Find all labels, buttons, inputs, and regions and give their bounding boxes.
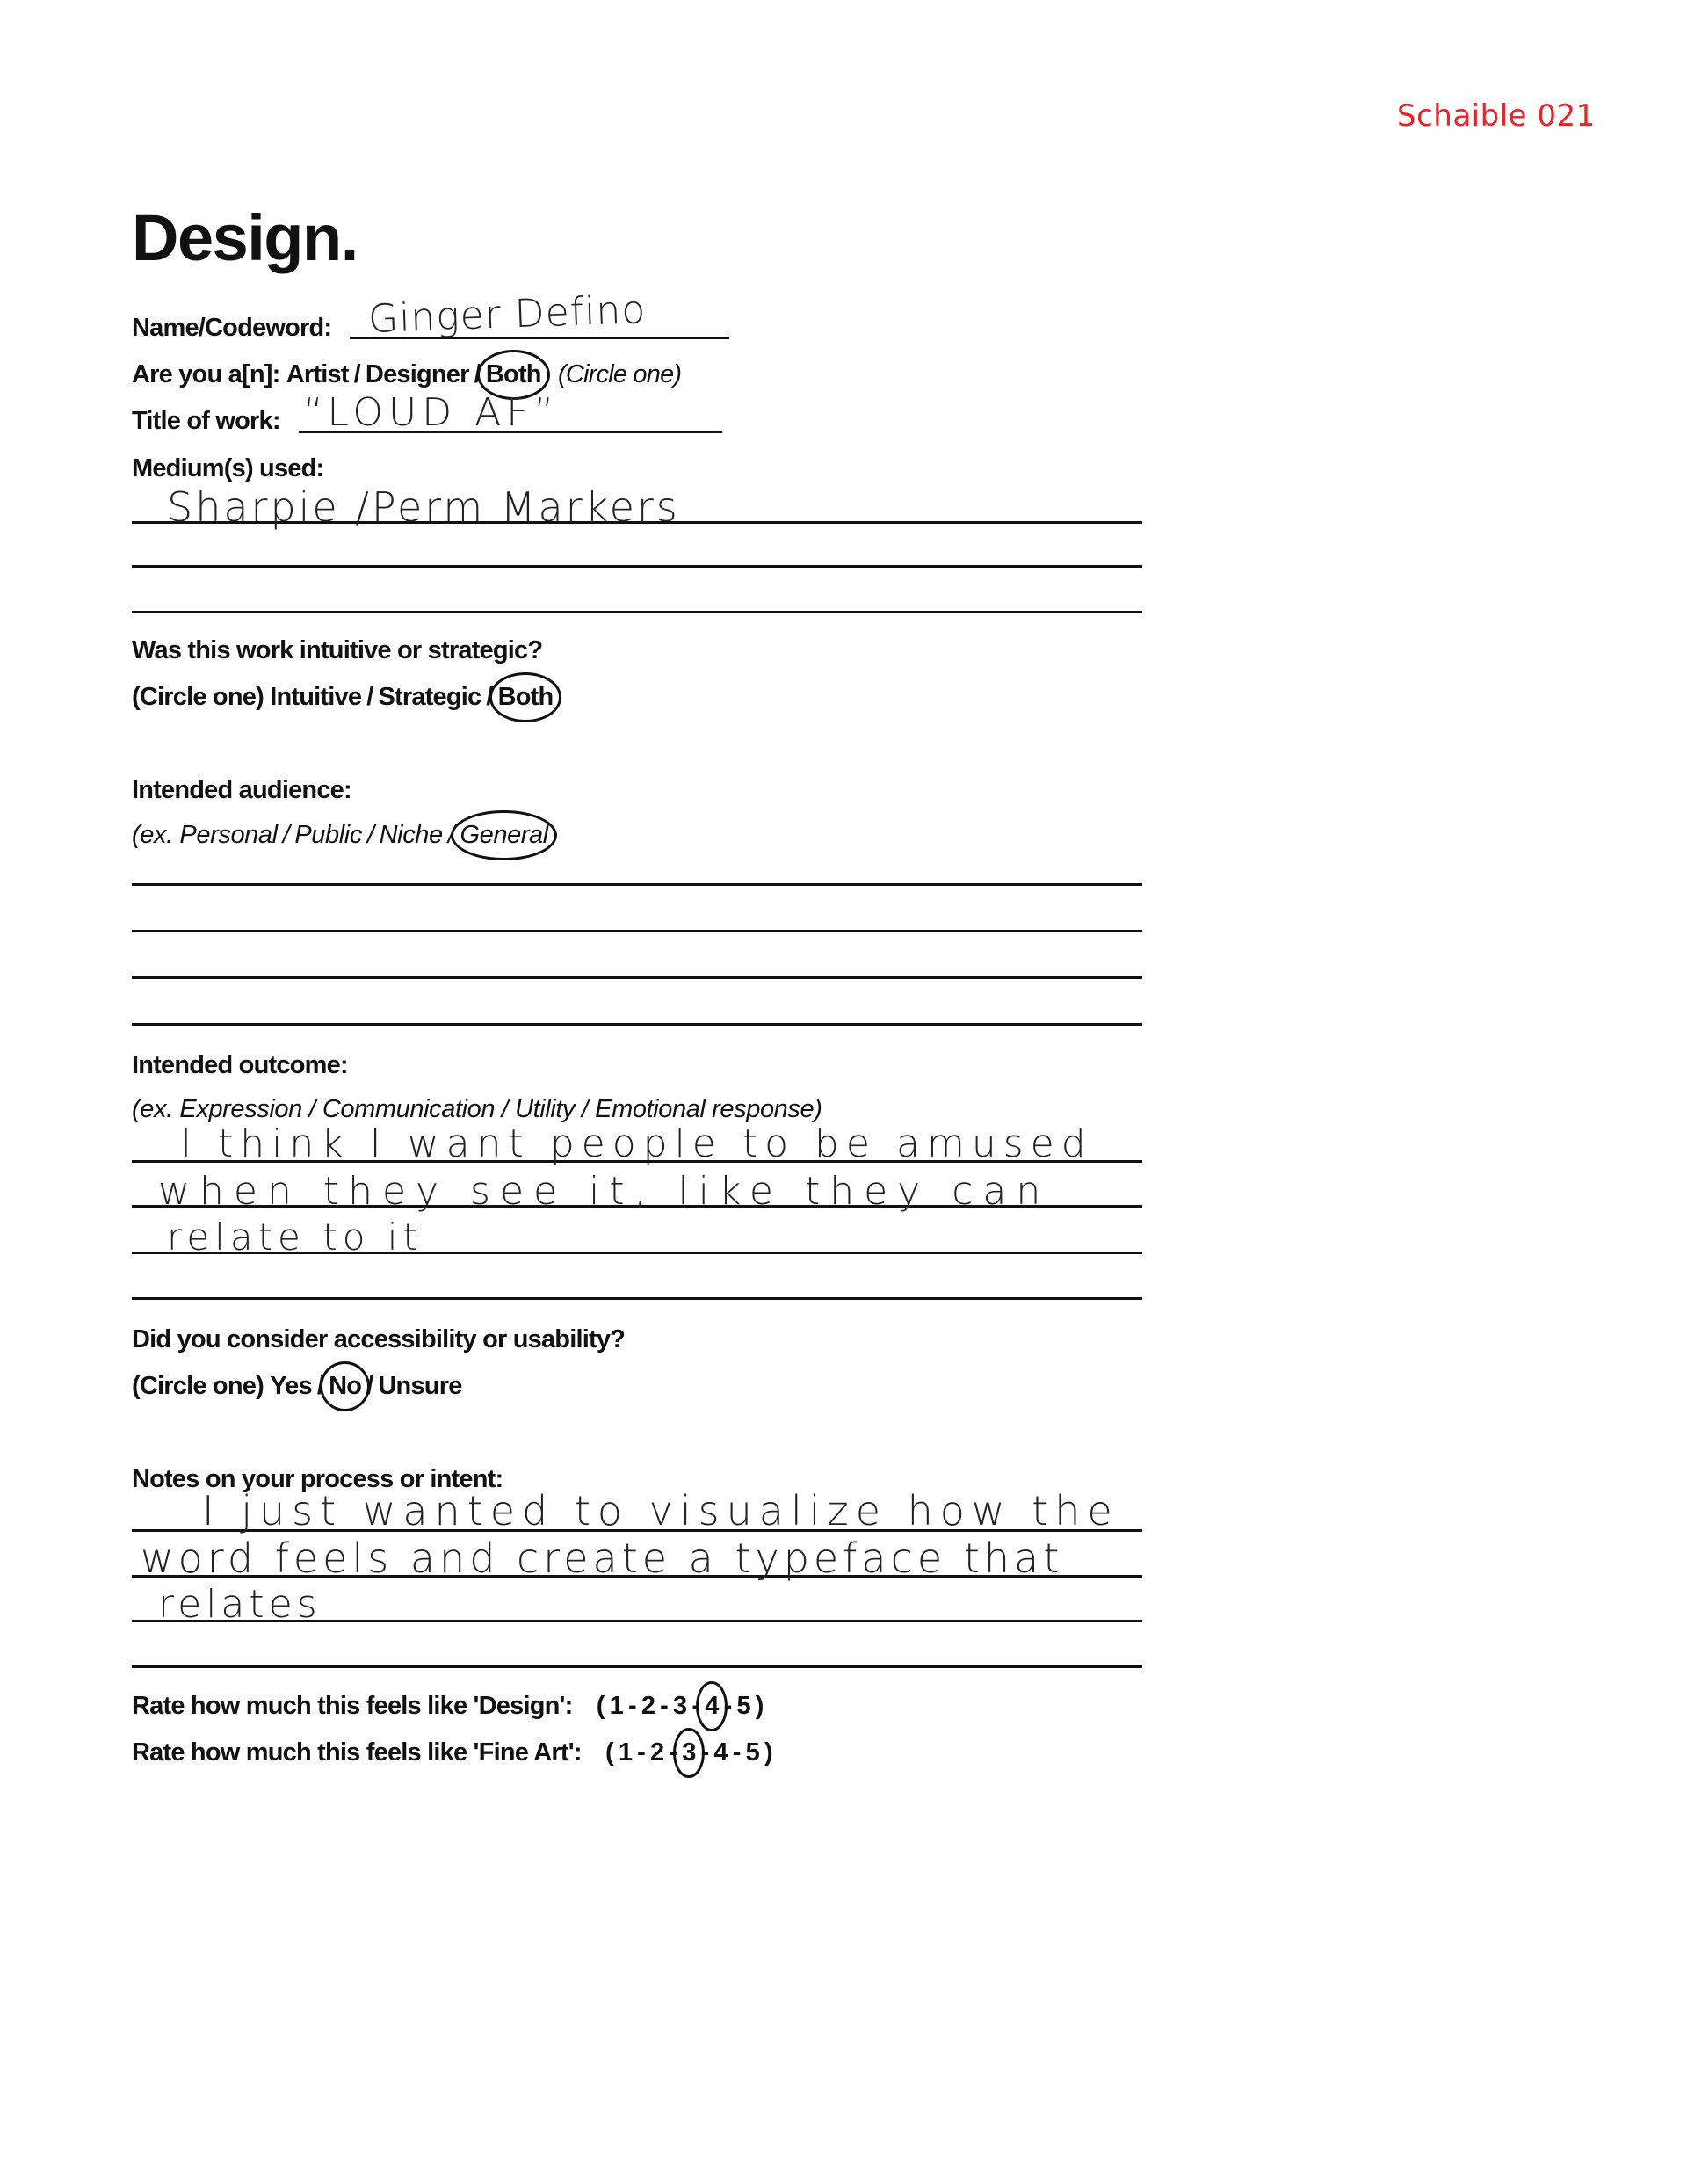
outcome-line-4 xyxy=(132,1297,1142,1300)
audience-option-public[interactable]: Public xyxy=(294,821,362,849)
accessibility-separator: / xyxy=(366,1372,373,1400)
role-label: Are you a[n]: xyxy=(132,360,280,388)
approach-options xyxy=(270,683,553,712)
outcome-handwritten-line-3[interactable]: relate to it xyxy=(167,1215,423,1259)
rating-fine-art-separator: - xyxy=(669,1738,677,1767)
name-handwritten-value[interactable]: Ginger Defino xyxy=(367,287,648,342)
rating-fine-art-separator: - xyxy=(732,1738,741,1767)
work-title-handwritten-value[interactable]: “LOUD AF” xyxy=(303,390,560,435)
notes-line-4 xyxy=(132,1665,1142,1668)
outcome-example: (ex. Expression / Communication / Utility / Emotional response) xyxy=(132,1095,822,1123)
notes-handwritten-line-1[interactable]: I just wanted to visualize how the xyxy=(202,1487,1119,1535)
audience-line-3 xyxy=(132,976,1142,979)
rating-design-open-paren: ( xyxy=(596,1692,605,1720)
audience-line-1 xyxy=(132,883,1142,886)
audience-label: Intended audience: xyxy=(132,776,351,804)
rating-design-separator: - xyxy=(691,1692,700,1720)
rating-design-close-paren: ) xyxy=(755,1692,764,1720)
rating-design-separator: - xyxy=(660,1692,669,1720)
approach-prefix: (Circle one) xyxy=(132,683,264,711)
rating-fine-art-option-5[interactable]: 5 xyxy=(745,1738,759,1767)
notes-handwritten-line-3[interactable]: relates xyxy=(158,1582,322,1627)
document-stamp: Schaible 021 xyxy=(1397,98,1596,134)
rating-fine-art-option-2[interactable]: 2 xyxy=(650,1738,664,1767)
role-separator: / xyxy=(474,360,481,388)
audience-option-general[interactable]: General xyxy=(460,821,548,849)
approach-option-strategic[interactable]: Strategic xyxy=(378,683,481,711)
rating-design-scale xyxy=(591,1692,769,1721)
audience-option-niche[interactable]: Niche xyxy=(379,821,443,849)
rating-fine-art-separator: - xyxy=(700,1738,709,1767)
mediums-label: Medium(s) used: xyxy=(132,454,324,483)
mediums-line-3 xyxy=(132,611,1142,613)
accessibility-option-yes[interactable]: Yes xyxy=(270,1372,312,1400)
audience-separator: / xyxy=(447,821,455,849)
name-label: Name/Codeword: xyxy=(132,314,332,342)
rating-fine-art-option-3[interactable]: 3 xyxy=(682,1738,696,1767)
form-title: Design. xyxy=(132,201,358,274)
outcome-handwritten-line-1[interactable]: I think I want people to be amused xyxy=(180,1121,1093,1166)
audience-separator: / xyxy=(366,821,374,849)
accessibility-option-no[interactable]: No xyxy=(329,1372,362,1400)
work-title-label: Title of work: xyxy=(132,407,280,435)
rating-design-row xyxy=(132,1692,769,1721)
approach-separator: / xyxy=(486,683,493,711)
accessibility-separator: / xyxy=(316,1372,324,1400)
accessibility-options xyxy=(270,1372,461,1401)
rating-design-separator: - xyxy=(723,1692,732,1720)
notes-label: Notes on your process or intent: xyxy=(132,1465,503,1493)
approach-choice-row xyxy=(132,683,553,712)
role-option-artist[interactable]: Artist xyxy=(286,360,349,388)
rating-design-option-1[interactable]: 1 xyxy=(609,1692,623,1720)
approach-question: Was this work intuitive or strategic? xyxy=(132,636,543,664)
accessibility-option-unsure[interactable]: Unsure xyxy=(378,1372,462,1400)
audience-options xyxy=(179,821,547,850)
role-options xyxy=(286,360,541,389)
accessibility-prefix: (Circle one) xyxy=(132,1372,264,1400)
rating-design-separator: - xyxy=(627,1692,636,1720)
rating-design-option-3[interactable]: 3 xyxy=(673,1692,687,1720)
role-option-both[interactable]: Both xyxy=(485,360,541,388)
role-separator: / xyxy=(353,360,360,388)
accessibility-question: Did you consider accessibility or usability? xyxy=(132,1325,626,1353)
rating-fine-art-scale xyxy=(600,1738,778,1767)
rating-fine-art-label: Rate how much this feels like 'Fine Art': xyxy=(132,1738,582,1767)
rating-fine-art-open-paren: ( xyxy=(605,1738,613,1767)
rating-fine-art-separator: - xyxy=(637,1738,646,1767)
audience-prefix: (ex. xyxy=(132,821,173,849)
audience-choice-row xyxy=(132,821,548,850)
accessibility-choice-row xyxy=(132,1372,462,1401)
rating-fine-art-row xyxy=(132,1738,778,1767)
rating-design-option-4[interactable]: 4 xyxy=(705,1692,719,1720)
audience-line-2 xyxy=(132,930,1142,932)
audience-option-personal[interactable]: Personal xyxy=(179,821,278,849)
rating-fine-art-close-paren: ) xyxy=(764,1738,772,1767)
mediums-handwritten-line-1[interactable]: Sharpie /Perm Markers xyxy=(167,483,680,531)
rating-design-label: Rate how much this feels like 'Design': xyxy=(132,1692,573,1720)
approach-separator: / xyxy=(366,683,373,711)
rating-fine-art-option-4[interactable]: 4 xyxy=(713,1738,728,1767)
outcome-handwritten-line-2[interactable]: when they see it, like they can xyxy=(158,1169,1051,1214)
rating-fine-art-option-1[interactable]: 1 xyxy=(618,1738,633,1767)
approach-option-intuitive[interactable]: Intuitive xyxy=(270,683,362,711)
notes-handwritten-line-2[interactable]: word feels and create a typeface that xyxy=(141,1535,1064,1582)
rating-design-option-5[interactable]: 5 xyxy=(736,1692,750,1720)
role-hint: (Circle one) xyxy=(558,360,682,388)
approach-option-both[interactable]: Both xyxy=(497,683,554,711)
audience-separator: / xyxy=(282,821,290,849)
audience-line-4 xyxy=(132,1023,1142,1026)
role-question xyxy=(132,360,681,389)
role-option-designer[interactable]: Designer xyxy=(365,360,469,388)
outcome-label: Intended outcome: xyxy=(132,1051,348,1079)
mediums-line-2 xyxy=(132,565,1142,568)
rating-design-option-2[interactable]: 2 xyxy=(641,1692,655,1720)
